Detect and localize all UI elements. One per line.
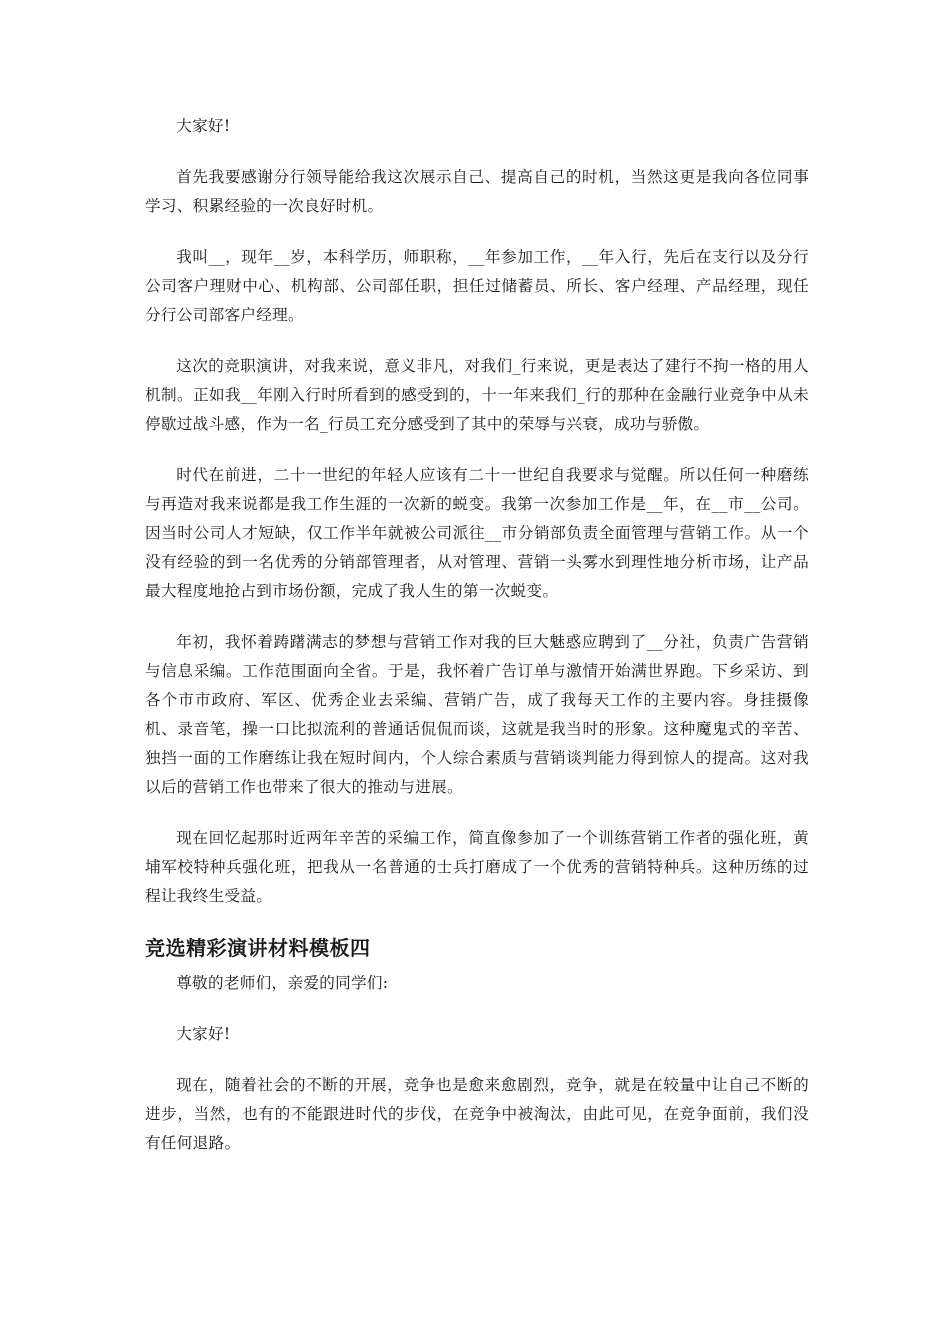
section-heading: 竞选精彩演讲材料模板四 <box>145 936 371 960</box>
paragraph-significance: 这次的竞职演讲，对我来说，意义非凡，对我们_行来说，更是表达了建行不拘一格的用人机制。正如我__年刚入行时所看到的感受到的，十一年来我们_行的那种在金融行业竞争中从未停歇过战斗感，作为一名_行员工充分感受到了其中的荣辱与兴衰，成功与骄傲。 <box>145 357 809 433</box>
paragraph-competition: 现在，随着社会的不断的开展，竞争也是愈来愈剧烈，竞争，就是在较量中让自己不断的进步，当然，也有的不能跟进时代的步伐，在竞争中被淘汰，由此可见，在竞争面前，我们没有任何退路。 <box>145 1076 809 1152</box>
paragraph-greeting: 大家好! <box>176 117 231 135</box>
paragraph-salutation: 尊敬的老师们，亲爱的同学们: <box>176 974 389 992</box>
paragraph-greeting-2: 大家好! <box>176 1025 231 1043</box>
paragraph-first-transformation: 时代在前进，二十一世纪的年轻人应该有二十一世纪自我要求与觉醒。所以任何一种磨练与再造对我来说都是我工作生涯的一次新的蜕变。我第一次参加工作是__年，在__市__公司。因当时公司人才短缺，仅工作半年就被公司派往__市分销部负责全面管理与营销工作。从一个没有经验的到一名优秀的分销部管理者，从对管理、营销一头雾水到理性地分析市场，让产品最大程度地抢占到市场份额，完成了我人生的第一次蜕变。 <box>145 466 809 600</box>
document-page <box>145 112 809 1180</box>
paragraph-self-intro: 我叫__，现年__岁，本科学历，师职称，__年参加工作，__年入行，先后在支行以及分行公司客户理财中心、机构部、公司部任职，担任过储蓄员、所长、客户经理、产品经理，现任分行公司部客户经理。 <box>145 248 809 324</box>
paragraph-advertising-work: 年初，我怀着踌躇满志的梦想与营销工作对我的巨大魅惑应聘到了__分社，负责广告营销与信息采编。工作范围面向全省。于是，我怀着广告订单与激情开始满世界跑。下乡采访、到各个市市政府、军区、优秀企业去采编、营销广告，成了我每天工作的主要内容。身挂摄像机、录音笔，操一口比拟流利的普通话侃侃而谈，这就是我当时的形象。这种魔鬼式的辛苦、独挡一面的工作磨练让我在短时间内，个人综合素质与营销谈判能力得到惊人的提高。这对我以后的营销工作也带来了很大的推动与进展。 <box>145 633 809 796</box>
paragraph-reflection: 现在回忆起那时近两年辛苦的采编工作，简直像参加了一个训练营销工作者的强化班，黄埔军校特种兵强化班，把我从一名普通的士兵打磨成了一个优秀的营销特种兵。这种历练的过程让我终生受益。 <box>145 829 809 905</box>
paragraph-thanks: 首先我要感谢分行领导能给我这次展示自己、提高自己的时机，当然这更是我向各位同事学习、积累经验的一次良好时机。 <box>145 168 809 215</box>
